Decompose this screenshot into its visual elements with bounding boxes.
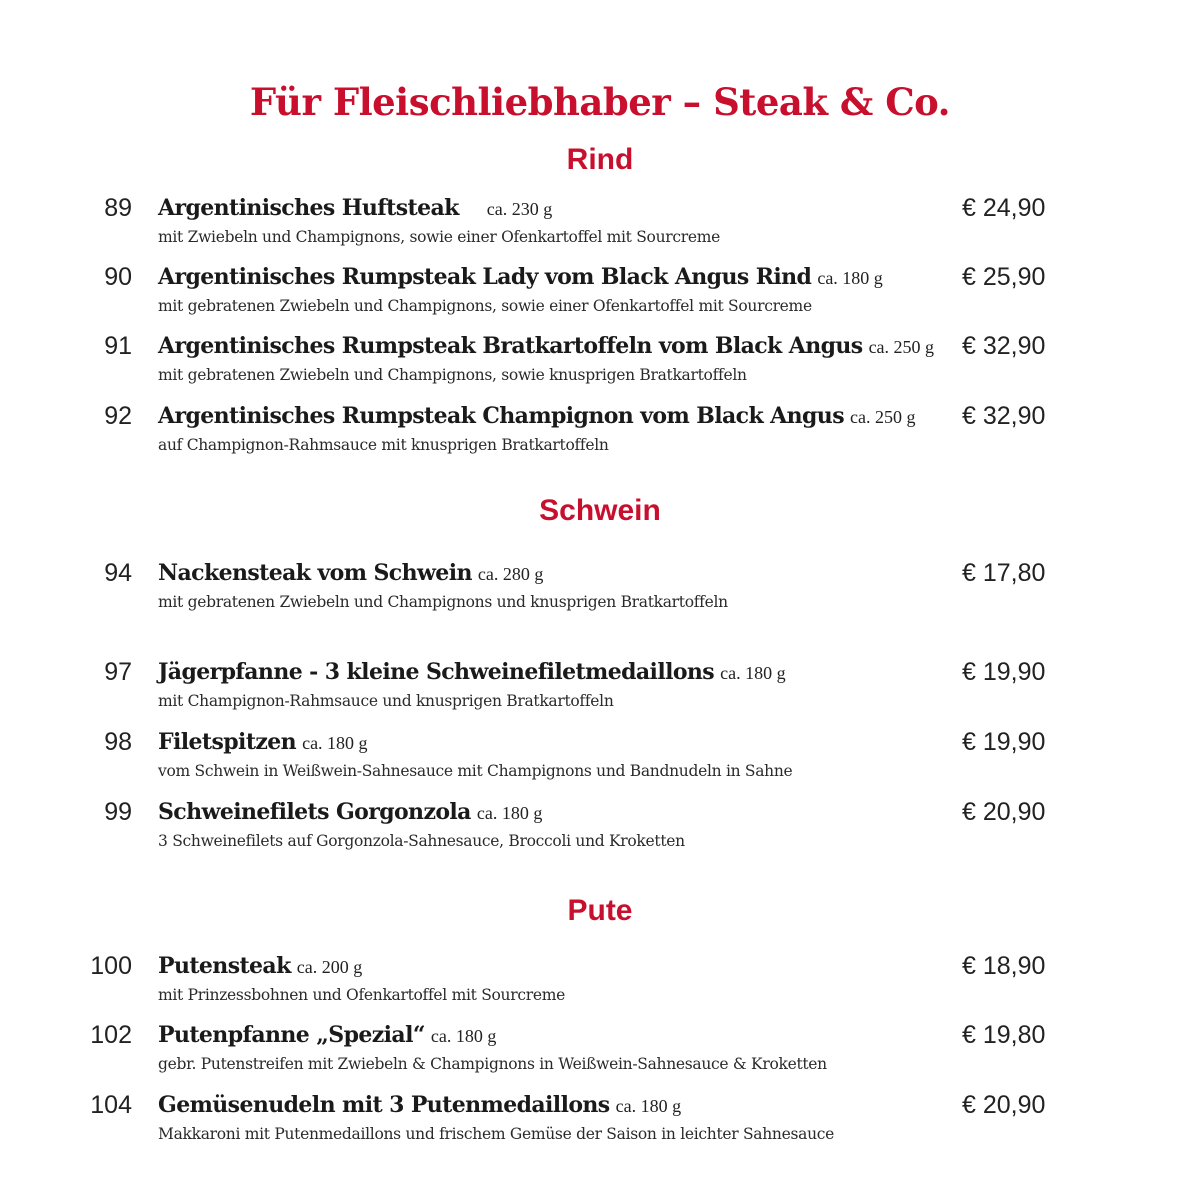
item-weight: ca. 250 g (849, 407, 916, 427)
item-heading (158, 330, 934, 364)
menu-item (0, 261, 1200, 325)
item-description: mit gebratenen Zwiebeln und Champignons, sowie einer Ofenkartoffel mit Sourcreme (158, 297, 812, 315)
menu-item (0, 557, 1200, 621)
menu-item (0, 950, 1200, 1014)
item-heading (158, 261, 883, 295)
item-number: 98 (104, 728, 132, 756)
item-description: mit gebratenen Zwiebeln und Champignons und knusprigen Bratkartoffeln (158, 593, 728, 611)
item-number: 97 (104, 658, 132, 686)
item-description: mit gebratenen Zwiebeln und Champignons, sowie knusprigen Bratkartoffeln (158, 366, 747, 384)
menu-item (0, 726, 1200, 790)
menu-item (0, 192, 1200, 256)
menu-item (0, 656, 1200, 720)
item-description: Makkaroni mit Putenmedaillons und frischem Gemüse der Saison in leichter Sahnesauce (158, 1125, 835, 1143)
item-name: Argentinisches Huftsteak (158, 195, 459, 221)
item-weight: ca. 200 g (296, 957, 363, 977)
section-heading-pute: Pute (567, 894, 633, 927)
item-number: 102 (90, 1021, 132, 1049)
item-weight: ca. 180 g (430, 1026, 497, 1046)
item-heading (158, 1089, 681, 1123)
item-name: Jägerpfanne - 3 kleine Schweinefiletmedaillons (158, 659, 715, 685)
item-weight: ca. 180 g (302, 733, 368, 753)
section-heading-rind: Rind (566, 143, 634, 176)
item-weight: ca. 230 g (486, 199, 553, 219)
item-weight: ca. 180 g (615, 1096, 682, 1116)
item-description: 3 Schweinefilets auf Gorgonzola-Sahnesauce, Broccoli und Kroketten (158, 832, 685, 850)
item-heading (158, 726, 368, 760)
item-number: 91 (104, 332, 132, 360)
item-price: € 24,90 (962, 194, 1046, 222)
item-price: € 20,90 (962, 1091, 1046, 1119)
item-number: 94 (104, 559, 132, 587)
item-name: Filetspitzen (158, 729, 297, 755)
item-heading (158, 656, 786, 690)
item-name: Argentinisches Rumpsteak Champignon vom Black Angus (158, 403, 844, 429)
item-name: Argentinisches Rumpsteak Bratkartoffeln vom Black Angus (158, 333, 863, 359)
item-description: mit Champignon-Rahmsauce und knusprigen Bratkartoffeln (158, 692, 614, 710)
item-heading (158, 1019, 496, 1053)
menu-item (0, 330, 1200, 394)
item-heading (158, 796, 542, 830)
item-name: Putenpfanne „Spezial“ (158, 1022, 425, 1048)
item-heading (158, 400, 915, 434)
item-name: Gemüsenudeln mit 3 Putenmedaillons (158, 1092, 610, 1118)
menu-item (0, 1019, 1200, 1083)
item-description: mit Prinzessbohnen und Ofenkartoffel mit Sourcreme (158, 986, 565, 1004)
item-number: 90 (104, 263, 132, 291)
menu-item (0, 1089, 1200, 1153)
item-price: € 32,90 (962, 332, 1046, 360)
item-heading (158, 557, 543, 591)
item-price: € 20,90 (962, 798, 1046, 826)
item-weight: ca. 280 g (477, 564, 544, 584)
item-description: mit Zwiebeln und Champignons, sowie einer Ofenkartoffel mit Sourcreme (158, 228, 720, 246)
item-description: vom Schwein in Weißwein-Sahnesauce mit Champignons und Bandnudeln in Sahne (158, 762, 793, 780)
item-price: € 19,90 (962, 658, 1046, 686)
item-name: Argentinisches Rumpsteak Lady vom Black Angus Rind (158, 264, 812, 290)
item-price: € 19,90 (962, 728, 1046, 756)
item-heading (158, 192, 552, 226)
item-name: Putensteak (158, 953, 291, 979)
item-number: 92 (104, 402, 132, 430)
item-price: € 25,90 (962, 263, 1046, 291)
item-name: Schweinefilets Gorgonzola (158, 799, 471, 825)
item-price: € 17,80 (962, 559, 1046, 587)
menu-item (0, 400, 1200, 464)
item-description: auf Champignon-Rahmsauce mit knusprigen Bratkartoffeln (158, 436, 609, 454)
item-weight: ca. 180 g (720, 663, 786, 683)
menu-title: Für Fleischliebhaber – Steak & Co. (249, 80, 951, 124)
item-price: € 18,90 (962, 952, 1046, 980)
item-description: gebr. Putenstreifen mit Zwiebeln & Champignons in Weißwein-Sahnesauce & Kroketten (158, 1055, 827, 1073)
item-number: 89 (104, 194, 132, 222)
item-price: € 19,80 (962, 1021, 1046, 1049)
item-price: € 32,90 (962, 402, 1046, 430)
item-name: Nackensteak vom Schwein (158, 560, 472, 586)
item-number: 104 (90, 1091, 132, 1119)
section-heading-schwein: Schwein (539, 494, 661, 527)
item-heading (158, 950, 362, 984)
item-number: 99 (104, 798, 132, 826)
item-weight: ca. 180 g (476, 803, 543, 823)
item-weight: ca. 250 g (868, 337, 935, 357)
menu-item (0, 796, 1200, 860)
item-number: 100 (90, 952, 132, 980)
item-weight: ca. 180 g (817, 268, 883, 288)
